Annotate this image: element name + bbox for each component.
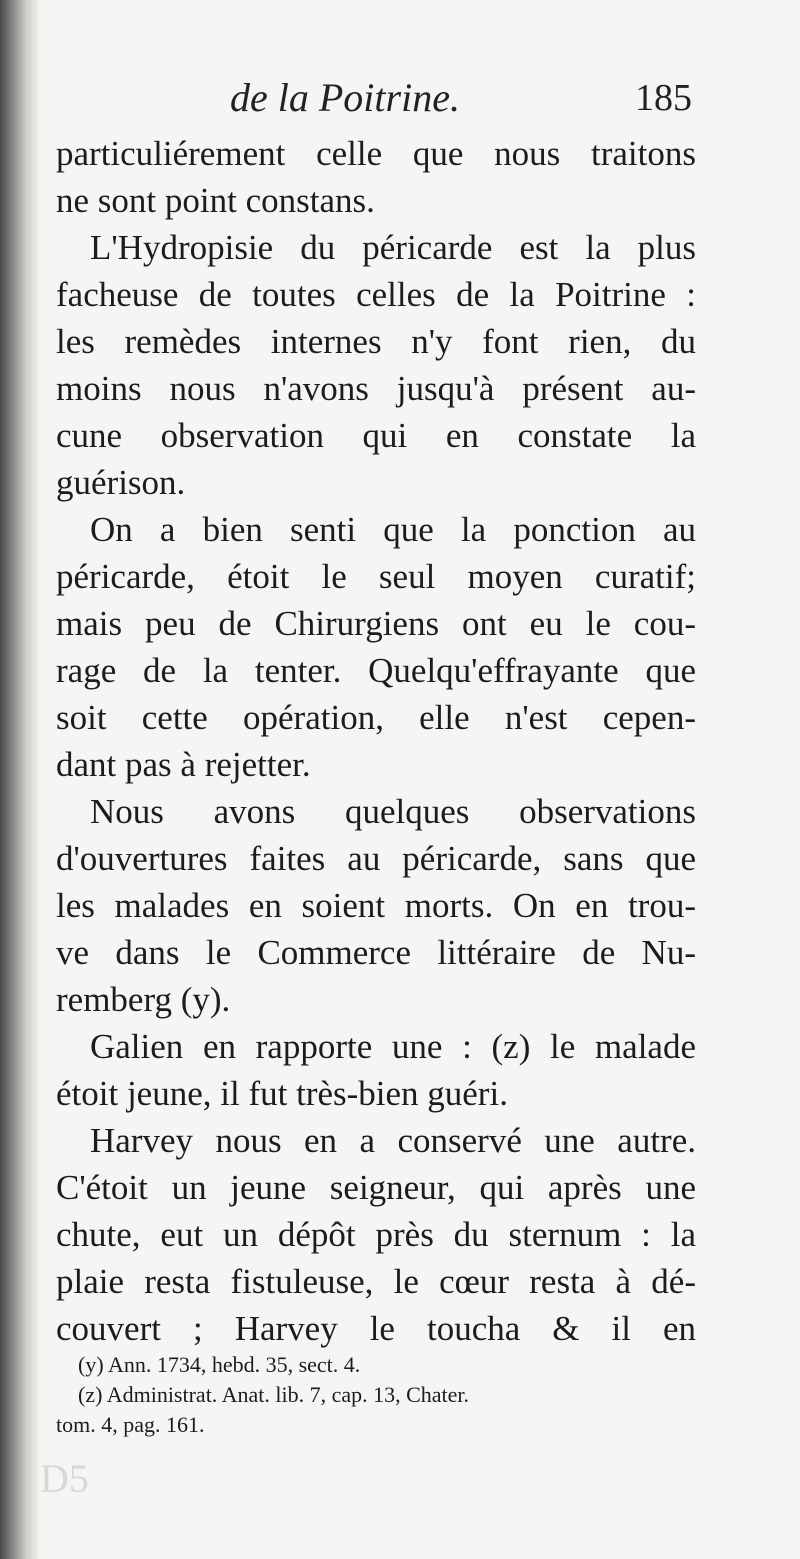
body-text	[56, 130, 696, 1352]
paragraph-start-line: Nous avons quelques observations	[90, 792, 696, 831]
text-line: guérison.	[56, 463, 186, 502]
text-line: ve dans le Commerce littéraire de Nu-	[56, 933, 696, 972]
text-line: couvert ; Harvey le toucha & il en	[56, 1309, 696, 1348]
paragraph-start-line: Harvey nous en a conservé une autre.	[90, 1121, 696, 1160]
page-number: 185	[635, 77, 692, 119]
text-line: d'ouvertures faites au péricarde, sans que	[56, 839, 696, 878]
book-spine-shadow	[0, 0, 38, 1559]
footnote-z-continued: tom. 4, pag. 161.	[56, 1412, 205, 1437]
text-line: les remèdes internes n'y font rien, du	[56, 322, 696, 361]
text-line: soit cette opération, elle n'est cepen-	[56, 698, 696, 737]
text-line: étoit jeune, il fut très-bien guéri.	[56, 1074, 508, 1113]
text-line: les malades en soient morts. On en trou-	[56, 886, 696, 925]
text-line: plaie resta fistuleuse, le cœur resta à dé-	[56, 1262, 696, 1301]
text-line: facheuse de toutes celles de la Poitrine :	[56, 275, 696, 314]
paragraph-start-line: On a bien senti que la ponction au	[90, 510, 696, 549]
text-line: rage de la tenter. Quelqu'effrayante que	[56, 651, 696, 690]
footnote-y: (y) Ann. 1734, hebd. 35, sect. 4.	[78, 1352, 361, 1377]
footnote-z: (z) Administrat. Anat. lib. 7, cap. 13, Chater.	[78, 1382, 470, 1407]
text-line: dant pas à rejetter.	[56, 745, 311, 784]
text-line: remberg (y).	[56, 980, 231, 1019]
text-line: particuliérement celle que nous traitons	[56, 134, 696, 173]
page-header	[230, 68, 692, 128]
paragraph-start-line: L'Hydropisie du péricarde est la plus	[90, 228, 696, 267]
text-line: mais peu de Chirurgiens ont eu le cou-	[56, 604, 696, 643]
text-line: C'étoit un jeune seigneur, qui après une	[56, 1168, 696, 1207]
text-line: cune observation qui en constate la	[56, 416, 696, 455]
running-title: de la Poitrine.	[230, 75, 460, 120]
paragraph-start-line: Galien en rapporte une : (z) le malade	[90, 1027, 696, 1066]
bleed-through-signature-mark: D5	[40, 1456, 89, 1501]
text-line: moins nous n'avons jusqu'à présent au-	[56, 369, 696, 408]
footnotes	[56, 1350, 696, 1440]
text-line: ne sont point constans.	[56, 181, 375, 220]
text-line: chute, eut un dépôt près du sternum : la	[56, 1215, 696, 1254]
text-line: péricarde, étoit le seul moyen curatif;	[56, 557, 696, 596]
